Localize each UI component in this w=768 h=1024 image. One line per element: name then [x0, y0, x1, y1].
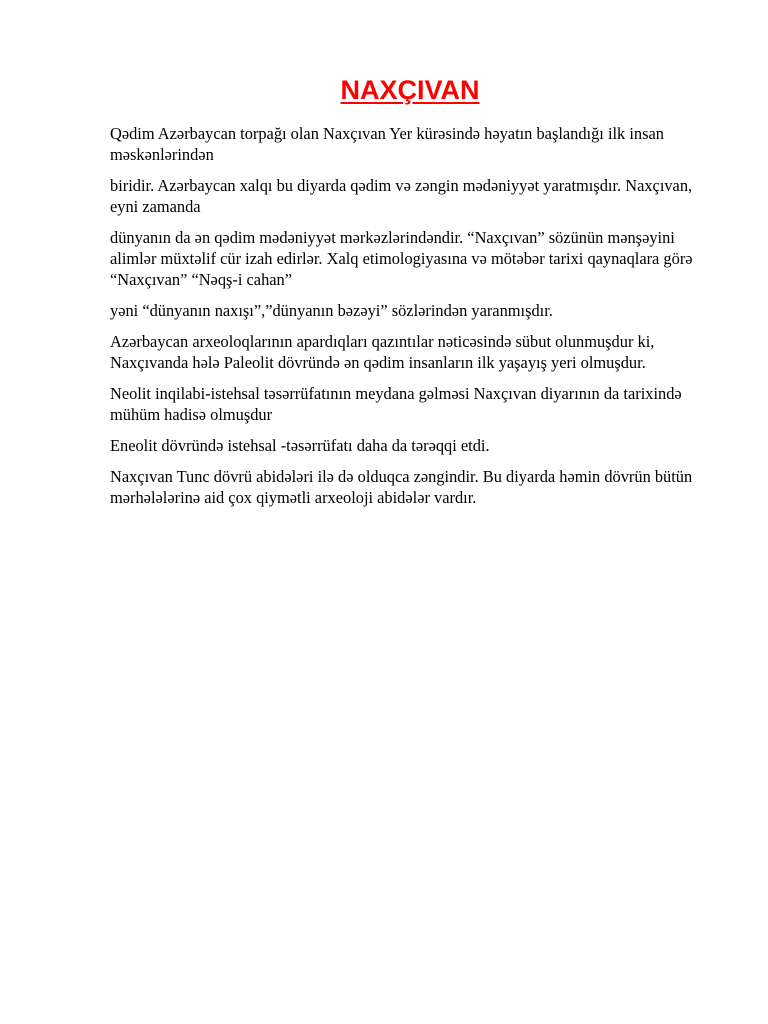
paragraph-6: Neolit inqilabi-istehsal təsərrüfatının meydana gəlməsi Naxçıvan diyarının da tarixində mühüm hadisə olmuşdur [110, 384, 682, 424]
paragraph-4: yəni “dünyanın naxışı”,”dünyanın bəzəyi” sözlərindən yaranmışdır. [110, 301, 553, 320]
page-title: NAXÇIVAN [340, 75, 480, 105]
paragraph-3: dünyanın da ən qədim mədəniyyət mərkəzlərindəndir. “Naxçıvan” sözünün mənşəyini alimlər müxtəlif cür izah edirlər. Xalq etimologiyasına və mötəbər tarixi qaynaqlara görə “Naxçıvan” “Nəqş-i cahan” [110, 228, 693, 289]
paragraph-7: Eneolit dövründə istehsal -təsərrüfatı daha da tərəqqi etdi. [110, 436, 490, 455]
paragraph-8: Naxçıvan Tunc dövrü abidələri ilə də olduqca zəngindir. Bu diyarda həmin dövrün bütün mərhələlərinə aid çox qiymətli arxeoloji abidələr vardır. [110, 467, 693, 507]
paragraph-5: Azərbaycan arxeoloqlarının apardıqları qazıntılar nəticəsində sübut olunmuşdur ki, Naxçıvanda hələ Paleolit dövründə ən qədim insanların ilk yaşayış yeri olmuşdur. [110, 332, 655, 372]
document-body [110, 123, 716, 518]
paragraph-1: Qədim Azərbaycan torpağı olan Naxçıvan Yer kürəsində həyatın başlandığı ilk insan məskənlərindən [110, 124, 664, 164]
paragraph-2: biridir. Azərbaycan xalqı bu diyarda qədim və zəngin mədəniyyət yaratmışdır. Naxçıvan, eyni zamanda [110, 176, 693, 216]
